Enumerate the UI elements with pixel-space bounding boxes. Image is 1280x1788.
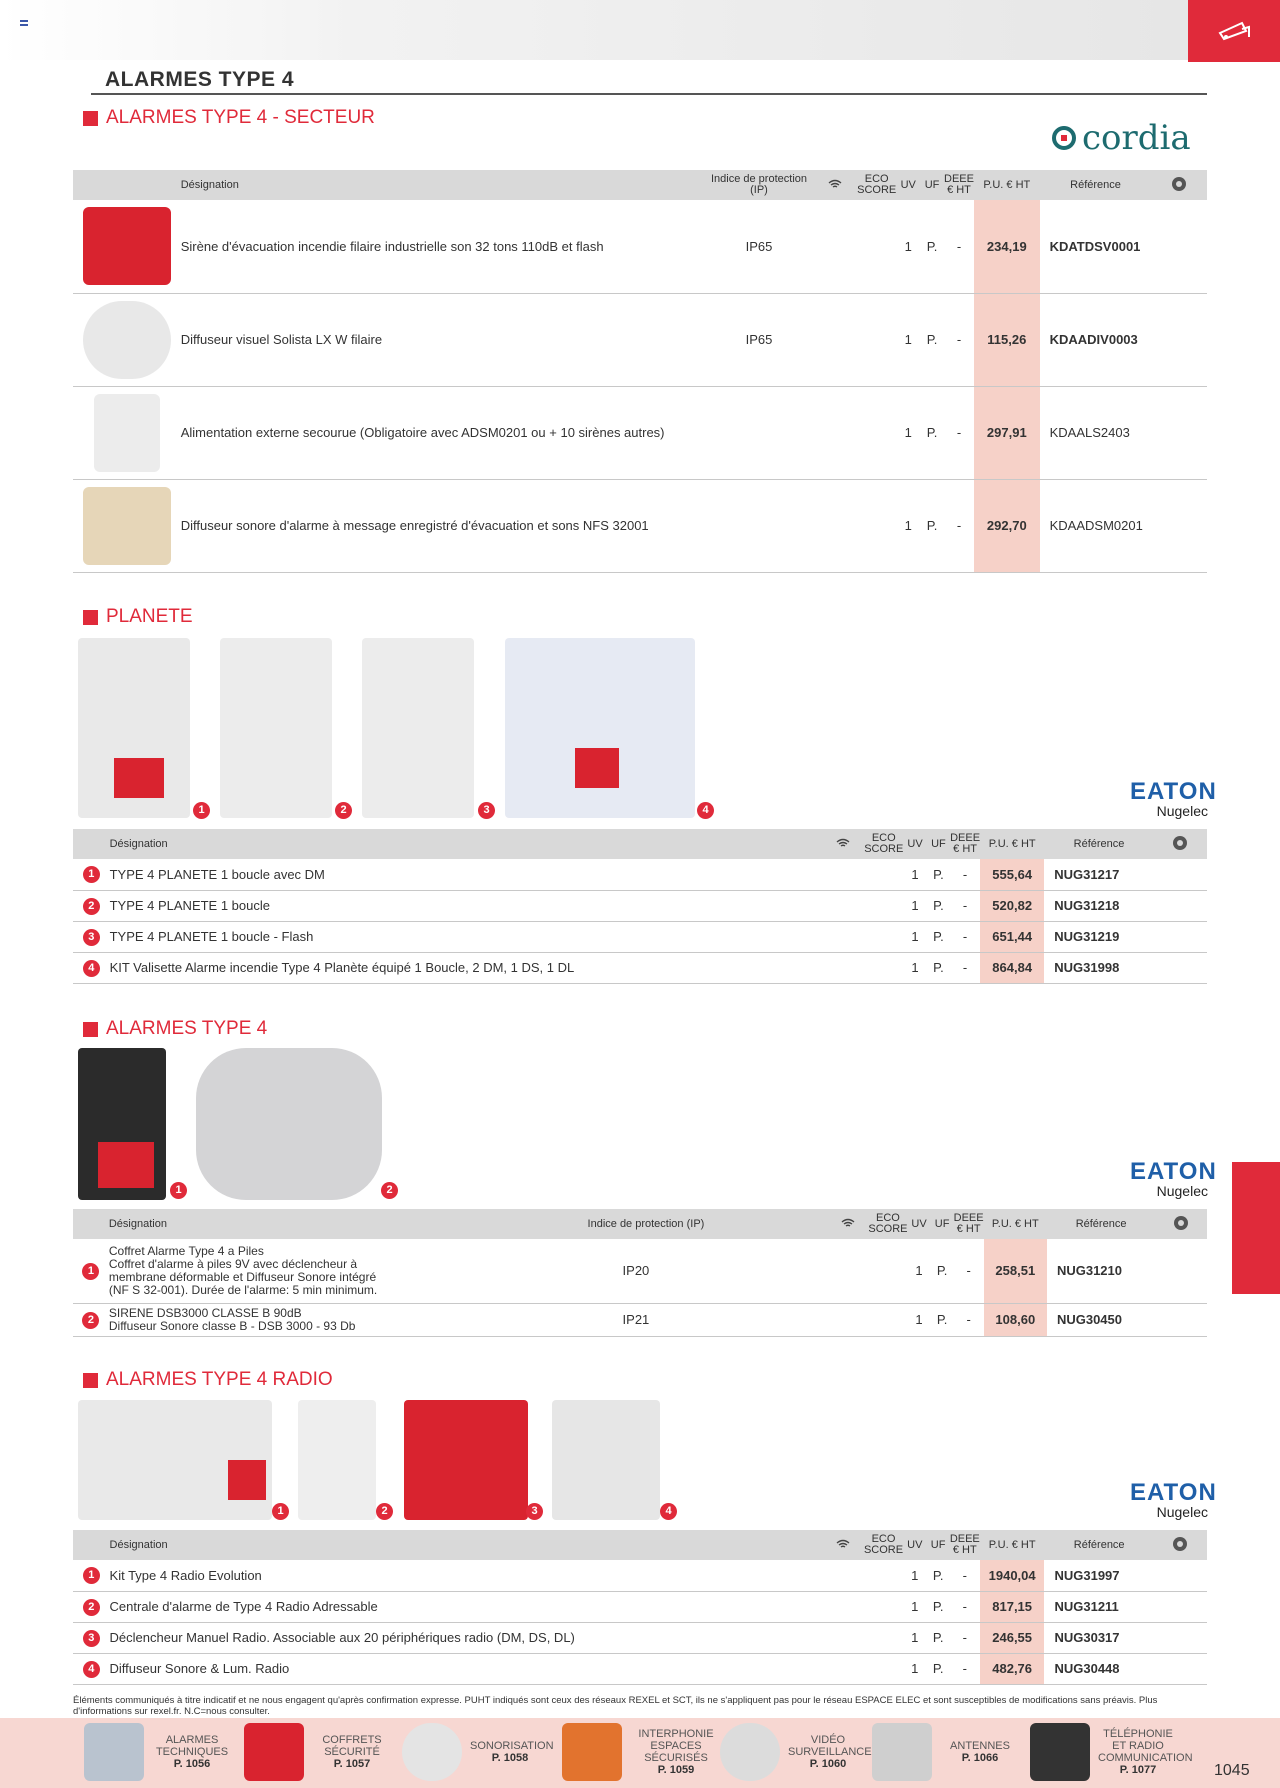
table-row: 1 Kit Type 4 Radio Evolution 1 P. - 1940,04 NUG31997: [73, 1560, 1207, 1591]
cordia-logo: cordia: [1052, 118, 1191, 158]
image-number: 1: [272, 1503, 289, 1520]
table-row: 2 SIRENE DSB3000 CLASSE B 90dB Diffuseur Sonore classe B - DSB 3000 - 93 Db IP21 1 P. - 108,60 NUG30450: [73, 1303, 1207, 1336]
dsb3000-image: [196, 1048, 382, 1200]
nav-interphonie[interactable]: INTERPHONIE ESPACES SÉCURISÉS P. 1059: [562, 1722, 722, 1782]
planete-3-image: [362, 638, 474, 818]
page-title: ALARMES TYPE 4: [105, 68, 295, 91]
cordia-mark-icon: [1052, 126, 1076, 150]
top-band: [0, 0, 1190, 60]
image-number: 3: [526, 1503, 543, 1520]
eaton-logo: EATON Nugelec: [1130, 1479, 1217, 1520]
radio-central-image: [298, 1400, 376, 1520]
gear-icon[interactable]: [1174, 1216, 1188, 1230]
planete-kit-image: [505, 638, 695, 818]
nav-antennes[interactable]: ANTENNES P. 1066: [872, 1722, 1020, 1782]
table-type4: [73, 1209, 1207, 1337]
wifi-icon: [836, 1539, 850, 1549]
table-row: 3 Déclencheur Manuel Radio. Associable aux 20 périphériques radio (DM, DS, DL) 1 P. - 246,55 NUG30317: [73, 1622, 1207, 1653]
planete-1-image: [78, 638, 190, 818]
wifi-icon: [841, 1218, 855, 1228]
side-tab[interactable]: [1232, 1162, 1280, 1294]
nav-telephonie[interactable]: TÉLÉPHONIE ET RADIO COMMUNICATION P. 1077: [1030, 1722, 1178, 1782]
category-tab[interactable]: [1188, 0, 1280, 62]
section-title-type4: ALARMES TYPE 4: [83, 1018, 267, 1040]
table-radio: [73, 1530, 1207, 1685]
planete-2-image: [220, 638, 332, 818]
table-header: Désignation ECO SCORE UV UF DEEE € HT P.U. € HT Référence: [73, 829, 1207, 859]
power-supply-image: [94, 394, 160, 472]
page-number: 1045: [1214, 1762, 1250, 1779]
image-number: 3: [478, 802, 495, 819]
speaker-thumb: [402, 1723, 462, 1781]
image-number: 2: [335, 802, 352, 819]
image-number: 2: [376, 1503, 393, 1520]
table-header: Désignation Indice de protection (IP) ECO SCORE UV UF DEEE € HT P.U. € HT Référence: [73, 170, 1207, 200]
nav-sonorisation[interactable]: SONORISATION P. 1058: [402, 1722, 550, 1782]
table-row: 1 Coffret Alarme Type 4 a Piles Coffret d'alarme à piles 9V avec déclencheur à membrane déformable et Diffuseur Sonore intégré (NF S 32-001). Durée de l'alarme: 5 min minimum. IP20 1 P. - 258,51 NUG31210: [73, 1239, 1207, 1303]
table-row: Diffuseur visuel Solista LX W filaire IP65 1 P. - 115,26 KDAADIV0003: [73, 293, 1207, 386]
siren-red-image: [83, 207, 171, 285]
footer-disclaimer: Éléments communiqués à titre indicatif et ne nous engagent qu'après confirmation expresse. PUHT indiqués sont ceux des réseaux REXEL et SCT, ils ne s'appliquent pas pour le réseau ESPACE ELEC et sont susceptibles de modifications sans préavis. Plus d'informations sur rexel.fr. N.C=nous consulter.: [73, 1695, 1158, 1717]
nav-video-surveillance[interactable]: VIDÉO SURVEILLANCE P. 1060: [720, 1722, 868, 1782]
table-row: Alimentation externe secourue (Obligatoire avec ADSM0201 ou + 10 sirènes autres) 1 P. - 297,91 KDAALS2403: [73, 386, 1207, 479]
alarm-panel-thumb: [84, 1723, 144, 1781]
phone-thumb: [1030, 1723, 1090, 1781]
table-row: 4 KIT Valisette Alarme incendie Type 4 Planète équipé 1 Boucle, 2 DM, 1 DS, 1 DL 1 P. - 864,84 NUG31998: [73, 952, 1207, 983]
radio-call-point-image: [404, 1400, 528, 1520]
gear-icon[interactable]: [1172, 177, 1186, 191]
gear-icon[interactable]: [1173, 836, 1187, 850]
intercom-thumb: [562, 1723, 622, 1781]
menu-icon: [20, 20, 28, 26]
image-number: 4: [660, 1503, 677, 1520]
table-row: 2 Centrale d'alarme de Type 4 Radio Adressable 1 P. - 817,15 NUG31211: [73, 1591, 1207, 1622]
wifi-icon: [828, 179, 842, 189]
visual-diffuser-image: [83, 301, 171, 379]
horn-speaker-image: [83, 487, 171, 565]
title-rule: [91, 93, 1207, 95]
table-row: Sirène d'évacuation incendie filaire industrielle son 32 tons 110dB et flash IP65 1 P. - 234,19 KDATDSV0001: [73, 200, 1207, 293]
radio-kit-image: [78, 1400, 272, 1520]
table-row: 4 Diffuseur Sonore & Lum. Radio 1 P. - 482,76 NUG30448: [73, 1653, 1207, 1684]
table-row: Diffuseur sonore d'alarme à message enregistré d'évacuation et sons NFS 32001 1 P. - 292,70 KDAADSM0201: [73, 479, 1207, 572]
nav-coffrets-securite[interactable]: COFFRETS SÉCURITÉ P. 1057: [244, 1722, 392, 1782]
eaton-logo: EATON Nugelec: [1130, 778, 1217, 819]
table-planete: [73, 829, 1207, 984]
section-title-secteur: ALARMES TYPE 4 - SECTEUR: [83, 107, 375, 129]
table-secteur: [73, 170, 1207, 573]
table-row: 1 TYPE 4 PLANETE 1 boucle avec DM 1 P. - 555,64 NUG31217: [73, 859, 1207, 890]
image-number: 4: [697, 802, 714, 819]
image-number: 2: [381, 1182, 398, 1199]
image-number: 1: [170, 1182, 187, 1199]
gear-icon[interactable]: [1173, 1537, 1187, 1551]
eaton-logo: EATON Nugelec: [1130, 1158, 1217, 1199]
table-row: 2 TYPE 4 PLANETE 1 boucle 1 P. - 520,82 NUG31218: [73, 890, 1207, 921]
table-header: Désignation ECO SCORE UV UF DEEE € HT P.U. € HT Référence: [73, 1530, 1207, 1560]
table-header: Désignation Indice de protection (IP) ECO SCORE UV UF DEEE € HT P.U. € HT Référence: [73, 1209, 1207, 1239]
camera-thumb: [720, 1723, 780, 1781]
nav-alarmes-techniques[interactable]: ALARMES TECHNIQUES P. 1056: [84, 1722, 232, 1782]
security-camera-icon: [1216, 19, 1252, 43]
radio-sounder-image: [552, 1400, 660, 1520]
safety-box-thumb: [244, 1723, 304, 1781]
section-title-radio: ALARMES TYPE 4 RADIO: [83, 1369, 333, 1391]
image-number: 1: [193, 802, 210, 819]
antenna-thumb: [872, 1723, 932, 1781]
battery-box-image: [78, 1048, 166, 1200]
section-title-planete: PLANETE: [83, 606, 193, 628]
table-row: 3 TYPE 4 PLANETE 1 boucle - Flash 1 P. - 651,44 NUG31219: [73, 921, 1207, 952]
wifi-icon: [836, 838, 850, 848]
